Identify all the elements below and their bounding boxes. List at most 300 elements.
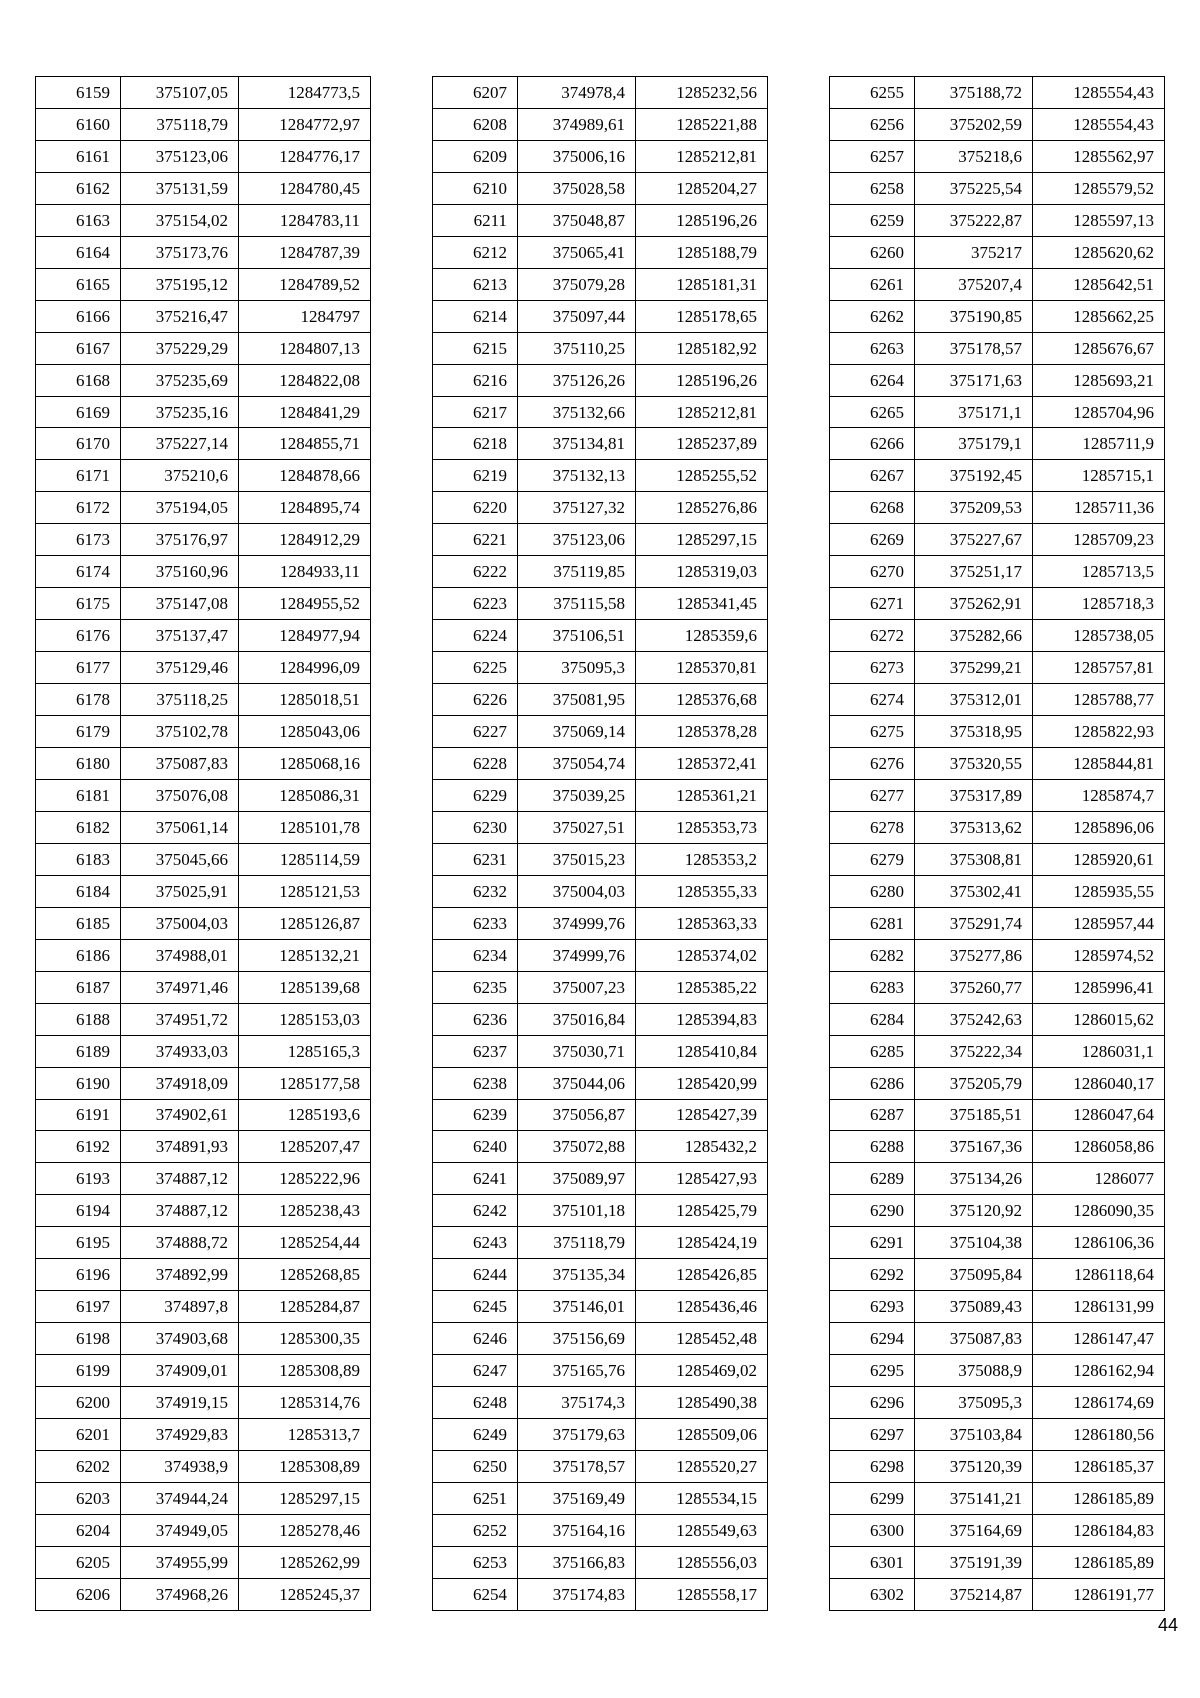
- table-row: [433, 684, 768, 716]
- y-coordinate-cell: 1284780,45: [239, 172, 371, 204]
- point-number-cell: 6246: [433, 1323, 518, 1355]
- table-row: [830, 1259, 1165, 1291]
- x-coordinate-cell: 374902,61: [121, 1099, 239, 1131]
- table-row: [36, 1546, 371, 1578]
- table-row: [36, 907, 371, 939]
- table-row: [433, 971, 768, 1003]
- y-coordinate-cell: 1286031,1: [1033, 1035, 1165, 1067]
- table-row: [830, 1387, 1165, 1419]
- y-coordinate-cell: 1285221,88: [636, 108, 768, 140]
- table-row: [36, 172, 371, 204]
- y-coordinate-cell: 1284933,11: [239, 556, 371, 588]
- y-coordinate-cell: 1284773,5: [239, 77, 371, 109]
- y-coordinate-cell: 1285427,39: [636, 1099, 768, 1131]
- x-coordinate-cell: 375089,97: [518, 1163, 636, 1195]
- y-coordinate-cell: 1285341,45: [636, 588, 768, 620]
- x-coordinate-cell: 375202,59: [915, 108, 1033, 140]
- table-row: [830, 748, 1165, 780]
- y-coordinate-cell: 1284996,09: [239, 652, 371, 684]
- x-coordinate-cell: 375025,91: [121, 875, 239, 907]
- x-coordinate-cell: 375308,81: [915, 843, 1033, 875]
- table-row: [433, 140, 768, 172]
- y-coordinate-cell: 1286077: [1033, 1163, 1165, 1195]
- table-row: [36, 1323, 371, 1355]
- coordinate-table-2: [432, 76, 768, 1611]
- x-coordinate-cell: 375134,26: [915, 1163, 1033, 1195]
- y-coordinate-cell: 1285018,51: [239, 684, 371, 716]
- y-coordinate-cell: 1285376,68: [636, 684, 768, 716]
- x-coordinate-cell: 375087,83: [121, 748, 239, 780]
- table-row: [830, 1323, 1165, 1355]
- point-number-cell: 6221: [433, 524, 518, 556]
- x-coordinate-cell: 375282,66: [915, 620, 1033, 652]
- x-coordinate-cell: 375235,16: [121, 396, 239, 428]
- table-row: [36, 779, 371, 811]
- y-coordinate-cell: 1285394,83: [636, 1003, 768, 1035]
- x-coordinate-cell: 375218,6: [915, 140, 1033, 172]
- point-number-cell: 6212: [433, 236, 518, 268]
- x-coordinate-cell: 375129,46: [121, 652, 239, 684]
- y-coordinate-cell: 1286184,83: [1033, 1514, 1165, 1546]
- x-coordinate-cell: 375277,86: [915, 939, 1033, 971]
- table-row: [433, 652, 768, 684]
- y-coordinate-cell: 1286118,64: [1033, 1259, 1165, 1291]
- y-coordinate-cell: 1285709,23: [1033, 524, 1165, 556]
- y-coordinate-cell: 1285043,06: [239, 716, 371, 748]
- point-number-cell: 6226: [433, 684, 518, 716]
- x-coordinate-cell: 375190,85: [915, 300, 1033, 332]
- table-row: [830, 332, 1165, 364]
- x-coordinate-cell: 375135,34: [518, 1259, 636, 1291]
- y-coordinate-cell: 1285410,84: [636, 1035, 768, 1067]
- y-coordinate-cell: 1285711,9: [1033, 428, 1165, 460]
- point-number-cell: 6275: [830, 716, 915, 748]
- point-number-cell: 6287: [830, 1099, 915, 1131]
- x-coordinate-cell: 375195,12: [121, 268, 239, 300]
- y-coordinate-cell: 1285711,36: [1033, 492, 1165, 524]
- x-coordinate-cell: 375056,87: [518, 1099, 636, 1131]
- x-coordinate-cell: 375178,57: [915, 332, 1033, 364]
- point-number-cell: 6259: [830, 204, 915, 236]
- table-row: [36, 684, 371, 716]
- x-coordinate-cell: 375069,14: [518, 716, 636, 748]
- point-number-cell: 6245: [433, 1291, 518, 1323]
- point-number-cell: 6273: [830, 652, 915, 684]
- x-coordinate-cell: 375222,87: [915, 204, 1033, 236]
- table-row: [830, 1291, 1165, 1323]
- table-row: [830, 843, 1165, 875]
- x-coordinate-cell: 375242,63: [915, 1003, 1033, 1035]
- y-coordinate-cell: 1285436,46: [636, 1291, 768, 1323]
- table-row: [36, 332, 371, 364]
- x-coordinate-cell: 375103,84: [915, 1419, 1033, 1451]
- table-row: [830, 1099, 1165, 1131]
- y-coordinate-cell: 1286106,36: [1033, 1227, 1165, 1259]
- x-coordinate-cell: 375095,3: [518, 652, 636, 684]
- x-coordinate-cell: 375229,29: [121, 332, 239, 364]
- table-row: [433, 268, 768, 300]
- y-coordinate-cell: 1285237,89: [636, 428, 768, 460]
- x-coordinate-cell: 375166,83: [518, 1546, 636, 1578]
- x-coordinate-cell: 375302,41: [915, 875, 1033, 907]
- table-row: [36, 77, 371, 109]
- table-row: [36, 300, 371, 332]
- point-number-cell: 6164: [36, 236, 121, 268]
- x-coordinate-cell: 374949,05: [121, 1514, 239, 1546]
- y-coordinate-cell: 1285556,03: [636, 1546, 768, 1578]
- y-coordinate-cell: 1286015,62: [1033, 1003, 1165, 1035]
- table-row: [830, 1355, 1165, 1387]
- point-number-cell: 6197: [36, 1291, 121, 1323]
- y-coordinate-cell: 1285378,28: [636, 716, 768, 748]
- x-coordinate-cell: 375165,76: [518, 1355, 636, 1387]
- x-coordinate-cell: 374892,99: [121, 1259, 239, 1291]
- x-coordinate-cell: 374988,01: [121, 939, 239, 971]
- point-number-cell: 6299: [830, 1482, 915, 1514]
- y-coordinate-cell: 1285101,78: [239, 811, 371, 843]
- point-number-cell: 6217: [433, 396, 518, 428]
- coordinate-table-3: [829, 76, 1165, 1611]
- y-coordinate-cell: 1285420,99: [636, 1067, 768, 1099]
- point-number-cell: 6159: [36, 77, 121, 109]
- table-row: [830, 204, 1165, 236]
- point-number-cell: 6190: [36, 1067, 121, 1099]
- x-coordinate-cell: 375185,51: [915, 1099, 1033, 1131]
- point-number-cell: 6302: [830, 1578, 915, 1610]
- x-coordinate-cell: 375154,02: [121, 204, 239, 236]
- x-coordinate-cell: 375312,01: [915, 684, 1033, 716]
- x-coordinate-cell: 374887,12: [121, 1163, 239, 1195]
- table-row: [36, 1163, 371, 1195]
- x-coordinate-cell: 375222,34: [915, 1035, 1033, 1067]
- point-number-cell: 6292: [830, 1259, 915, 1291]
- x-coordinate-cell: 375205,79: [915, 1067, 1033, 1099]
- x-coordinate-cell: 375164,16: [518, 1514, 636, 1546]
- x-coordinate-cell: 375291,74: [915, 907, 1033, 939]
- table-row: [433, 77, 768, 109]
- table-row: [36, 1003, 371, 1035]
- point-number-cell: 6233: [433, 907, 518, 939]
- y-coordinate-cell: 1285126,87: [239, 907, 371, 939]
- y-coordinate-cell: 1285788,77: [1033, 684, 1165, 716]
- x-coordinate-cell: 375317,89: [915, 779, 1033, 811]
- table-row: [433, 108, 768, 140]
- point-number-cell: 6283: [830, 971, 915, 1003]
- x-coordinate-cell: 375048,87: [518, 204, 636, 236]
- point-number-cell: 6270: [830, 556, 915, 588]
- y-coordinate-cell: 1286040,17: [1033, 1067, 1165, 1099]
- point-number-cell: 6211: [433, 204, 518, 236]
- table-row: [830, 1003, 1165, 1035]
- point-number-cell: 6290: [830, 1195, 915, 1227]
- x-coordinate-cell: 374891,93: [121, 1131, 239, 1163]
- x-coordinate-cell: 375118,25: [121, 684, 239, 716]
- x-coordinate-cell: 374968,26: [121, 1578, 239, 1610]
- y-coordinate-cell: 1286185,89: [1033, 1546, 1165, 1578]
- x-coordinate-cell: 375132,66: [518, 396, 636, 428]
- y-coordinate-cell: 1285370,81: [636, 652, 768, 684]
- y-coordinate-cell: 1285278,46: [239, 1514, 371, 1546]
- point-number-cell: 6256: [830, 108, 915, 140]
- x-coordinate-cell: 375299,21: [915, 652, 1033, 684]
- y-coordinate-cell: 1285385,22: [636, 971, 768, 1003]
- x-coordinate-cell: 375072,88: [518, 1131, 636, 1163]
- table-row: [433, 1546, 768, 1578]
- y-coordinate-cell: 1285181,31: [636, 268, 768, 300]
- point-number-cell: 6295: [830, 1355, 915, 1387]
- y-coordinate-cell: 1284776,17: [239, 140, 371, 172]
- y-coordinate-cell: 1285353,73: [636, 811, 768, 843]
- x-coordinate-cell: 374999,76: [518, 939, 636, 971]
- y-coordinate-cell: 1285196,26: [636, 204, 768, 236]
- point-number-cell: 6182: [36, 811, 121, 843]
- y-coordinate-cell: 1285254,44: [239, 1227, 371, 1259]
- table-row: [830, 907, 1165, 939]
- point-number-cell: 6170: [36, 428, 121, 460]
- table-row: [830, 140, 1165, 172]
- table-row: [36, 1514, 371, 1546]
- table-row: [36, 1131, 371, 1163]
- x-coordinate-cell: 375081,95: [518, 684, 636, 716]
- y-coordinate-cell: 1285359,6: [636, 620, 768, 652]
- x-coordinate-cell: 374887,12: [121, 1195, 239, 1227]
- point-number-cell: 6289: [830, 1163, 915, 1195]
- x-coordinate-cell: 375147,08: [121, 588, 239, 620]
- x-coordinate-cell: 375044,06: [518, 1067, 636, 1099]
- y-coordinate-cell: 1285297,15: [636, 524, 768, 556]
- x-coordinate-cell: 375120,92: [915, 1195, 1033, 1227]
- point-number-cell: 6284: [830, 1003, 915, 1035]
- y-coordinate-cell: 1285372,41: [636, 748, 768, 780]
- y-coordinate-cell: 1286185,89: [1033, 1482, 1165, 1514]
- y-coordinate-cell: 1285193,6: [239, 1099, 371, 1131]
- point-number-cell: 6168: [36, 364, 121, 396]
- table-row: [433, 1387, 768, 1419]
- table-row: [433, 811, 768, 843]
- table-row: [830, 1195, 1165, 1227]
- point-number-cell: 6196: [36, 1259, 121, 1291]
- point-number-cell: 6243: [433, 1227, 518, 1259]
- point-number-cell: 6213: [433, 268, 518, 300]
- point-number-cell: 6186: [36, 939, 121, 971]
- x-coordinate-cell: 375039,25: [518, 779, 636, 811]
- x-coordinate-cell: 375004,03: [518, 875, 636, 907]
- y-coordinate-cell: 1285212,81: [636, 140, 768, 172]
- y-coordinate-cell: 1285896,06: [1033, 811, 1165, 843]
- y-coordinate-cell: 1284895,74: [239, 492, 371, 524]
- table-row: [830, 524, 1165, 556]
- y-coordinate-cell: 1285424,19: [636, 1227, 768, 1259]
- y-coordinate-cell: 1285490,38: [636, 1387, 768, 1419]
- y-coordinate-cell: 1285268,85: [239, 1259, 371, 1291]
- point-number-cell: 6300: [830, 1514, 915, 1546]
- point-number-cell: 6205: [36, 1546, 121, 1578]
- point-number-cell: 6219: [433, 460, 518, 492]
- x-coordinate-cell: 374933,03: [121, 1035, 239, 1067]
- y-coordinate-cell: 1285276,86: [636, 492, 768, 524]
- table-row: [433, 620, 768, 652]
- x-coordinate-cell: 375262,91: [915, 588, 1033, 620]
- y-coordinate-cell: 1285432,2: [636, 1131, 768, 1163]
- point-number-cell: 6206: [36, 1578, 121, 1610]
- point-number-cell: 6266: [830, 428, 915, 460]
- x-coordinate-cell: 374955,99: [121, 1546, 239, 1578]
- table-row: [433, 1450, 768, 1482]
- point-number-cell: 6238: [433, 1067, 518, 1099]
- point-number-cell: 6251: [433, 1482, 518, 1514]
- table-row: [433, 1259, 768, 1291]
- x-coordinate-cell: 375107,05: [121, 77, 239, 109]
- point-number-cell: 6223: [433, 588, 518, 620]
- point-number-cell: 6180: [36, 748, 121, 780]
- x-coordinate-cell: 375214,87: [915, 1578, 1033, 1610]
- y-coordinate-cell: 1285662,25: [1033, 300, 1165, 332]
- y-coordinate-cell: 1284855,71: [239, 428, 371, 460]
- y-coordinate-cell: 1285177,58: [239, 1067, 371, 1099]
- table-row: [36, 1291, 371, 1323]
- table-row: [830, 1131, 1165, 1163]
- x-coordinate-cell: 375106,51: [518, 620, 636, 652]
- point-number-cell: 6201: [36, 1419, 121, 1451]
- point-number-cell: 6210: [433, 172, 518, 204]
- y-coordinate-cell: 1286162,94: [1033, 1355, 1165, 1387]
- x-coordinate-cell: 375076,08: [121, 779, 239, 811]
- table-row: [433, 172, 768, 204]
- x-coordinate-cell: 375079,28: [518, 268, 636, 300]
- y-coordinate-cell: 1284807,13: [239, 332, 371, 364]
- x-coordinate-cell: 375095,84: [915, 1259, 1033, 1291]
- table-row: [830, 172, 1165, 204]
- point-number-cell: 6207: [433, 77, 518, 109]
- table-row: [36, 1195, 371, 1227]
- point-number-cell: 6258: [830, 172, 915, 204]
- point-number-cell: 6247: [433, 1355, 518, 1387]
- x-coordinate-cell: 374978,4: [518, 77, 636, 109]
- point-number-cell: 6248: [433, 1387, 518, 1419]
- point-number-cell: 6194: [36, 1195, 121, 1227]
- point-number-cell: 6216: [433, 364, 518, 396]
- table-row: [830, 396, 1165, 428]
- x-coordinate-cell: 375102,78: [121, 716, 239, 748]
- table-row: [433, 843, 768, 875]
- y-coordinate-cell: 1285974,52: [1033, 939, 1165, 971]
- y-coordinate-cell: 1285363,33: [636, 907, 768, 939]
- table-row: [36, 108, 371, 140]
- table-row: [36, 971, 371, 1003]
- table-row: [433, 748, 768, 780]
- y-coordinate-cell: 1285207,47: [239, 1131, 371, 1163]
- x-coordinate-cell: 375089,43: [915, 1291, 1033, 1323]
- table-row: [433, 1323, 768, 1355]
- table-row: [36, 556, 371, 588]
- table-row: [830, 588, 1165, 620]
- point-number-cell: 6215: [433, 332, 518, 364]
- y-coordinate-cell: 1285620,62: [1033, 236, 1165, 268]
- table-row: [830, 1227, 1165, 1259]
- point-number-cell: 6242: [433, 1195, 518, 1227]
- point-number-cell: 6198: [36, 1323, 121, 1355]
- point-number-cell: 6277: [830, 779, 915, 811]
- x-coordinate-cell: 375065,41: [518, 236, 636, 268]
- y-coordinate-cell: 1285196,26: [636, 364, 768, 396]
- y-coordinate-cell: 1285520,27: [636, 1450, 768, 1482]
- table-row: [830, 811, 1165, 843]
- x-coordinate-cell: 375171,1: [915, 396, 1033, 428]
- point-number-cell: 6278: [830, 811, 915, 843]
- point-number-cell: 6208: [433, 108, 518, 140]
- point-number-cell: 6293: [830, 1291, 915, 1323]
- x-coordinate-cell: 374888,72: [121, 1227, 239, 1259]
- table-row: [433, 428, 768, 460]
- table-row: [433, 460, 768, 492]
- x-coordinate-cell: 374971,46: [121, 971, 239, 1003]
- y-coordinate-cell: 1286131,99: [1033, 1291, 1165, 1323]
- table-row: [433, 1035, 768, 1067]
- table-row: [36, 428, 371, 460]
- y-coordinate-cell: 1285238,43: [239, 1195, 371, 1227]
- table-row: [830, 939, 1165, 971]
- y-coordinate-cell: 1286058,86: [1033, 1131, 1165, 1163]
- table-row: [830, 1067, 1165, 1099]
- x-coordinate-cell: 374989,61: [518, 108, 636, 140]
- y-coordinate-cell: 1285245,37: [239, 1578, 371, 1610]
- y-coordinate-cell: 1284772,97: [239, 108, 371, 140]
- table-row: [830, 875, 1165, 907]
- point-number-cell: 6241: [433, 1163, 518, 1195]
- point-number-cell: 6229: [433, 779, 518, 811]
- point-number-cell: 6244: [433, 1259, 518, 1291]
- x-coordinate-cell: 375104,38: [915, 1227, 1033, 1259]
- table-row: [36, 1419, 371, 1451]
- table-row: [433, 1578, 768, 1610]
- table-row: [433, 588, 768, 620]
- y-coordinate-cell: 1285308,89: [239, 1355, 371, 1387]
- table-row: [433, 939, 768, 971]
- point-number-cell: 6200: [36, 1387, 121, 1419]
- point-number-cell: 6237: [433, 1035, 518, 1067]
- table-row: [830, 1035, 1165, 1067]
- y-coordinate-cell: 1285874,7: [1033, 779, 1165, 811]
- y-coordinate-cell: 1285718,3: [1033, 588, 1165, 620]
- x-coordinate-cell: 375115,58: [518, 588, 636, 620]
- table-row: [433, 300, 768, 332]
- x-coordinate-cell: 375179,1: [915, 428, 1033, 460]
- table-row: [433, 907, 768, 939]
- y-coordinate-cell: 1285297,15: [239, 1482, 371, 1514]
- x-coordinate-cell: 374909,01: [121, 1355, 239, 1387]
- x-coordinate-cell: 375174,83: [518, 1578, 636, 1610]
- y-coordinate-cell: 1285534,15: [636, 1482, 768, 1514]
- point-number-cell: 6227: [433, 716, 518, 748]
- table-row: [433, 1195, 768, 1227]
- y-coordinate-cell: 1285579,52: [1033, 172, 1165, 204]
- point-number-cell: 6222: [433, 556, 518, 588]
- x-coordinate-cell: 375097,44: [518, 300, 636, 332]
- x-coordinate-cell: 375137,47: [121, 620, 239, 652]
- x-coordinate-cell: 375313,62: [915, 811, 1033, 843]
- y-coordinate-cell: 1285262,99: [239, 1546, 371, 1578]
- table-row: [830, 971, 1165, 1003]
- point-number-cell: 6224: [433, 620, 518, 652]
- y-coordinate-cell: 1285713,5: [1033, 556, 1165, 588]
- table-row: [36, 1450, 371, 1482]
- point-number-cell: 6192: [36, 1131, 121, 1163]
- y-coordinate-cell: 1284789,52: [239, 268, 371, 300]
- table-row: [830, 1163, 1165, 1195]
- point-number-cell: 6269: [830, 524, 915, 556]
- point-number-cell: 6235: [433, 971, 518, 1003]
- table-row: [36, 843, 371, 875]
